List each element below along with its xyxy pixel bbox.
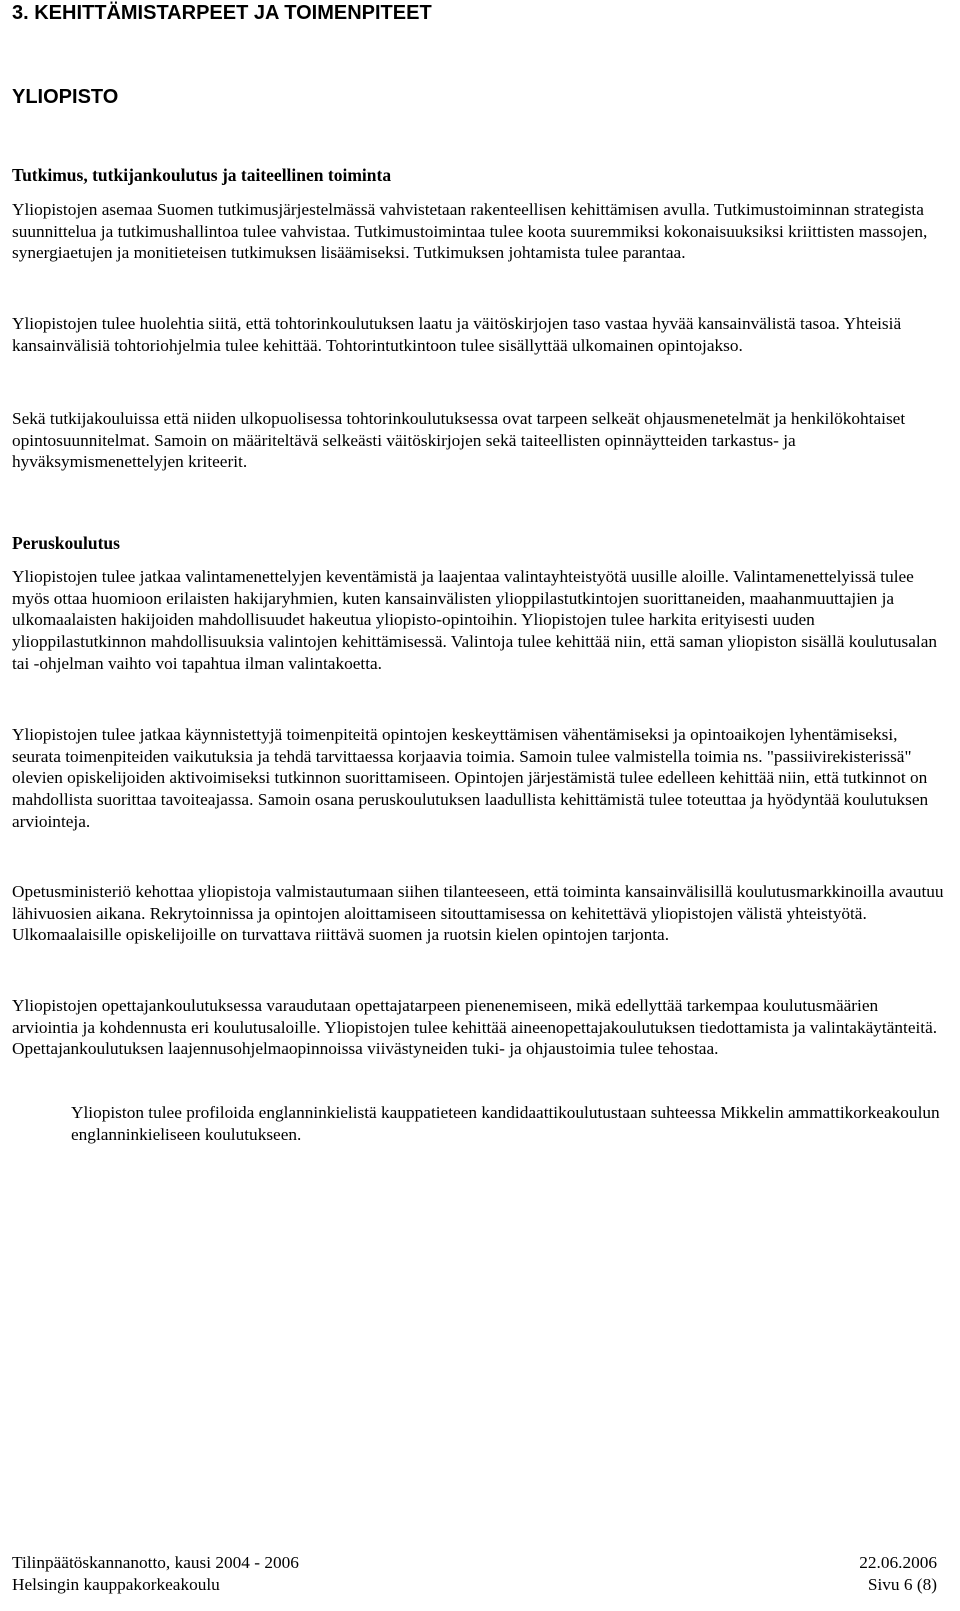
basic-education-paragraph: Opetusministeriö kehottaa yliopistoja valmistautumaan siihen tilanteeseen, että toiminta kansainvälisillä koulutusmarkkinoilla avautuu lähivuosien aikana. Rekrytoinnissa ja opintojen aloittamiseen sitouttamisessa on kehitettävä yliopistojen välistä yhteistyötä. Ulkomaalaisille opiskelijoille on turvattava riittävä suomen ja ruotsin kielen opintojen tarjonta. bbox=[12, 882, 944, 945]
research-paragraph: Yliopistojen tulee huolehtia siitä, että tohtorinkoulutuksen laatu ja väitöskirjojen taso vastaa hyvää kansainvälistä tasoa. Yhteisiä kansainvälisiä tohtoriohjelmia tulee kehittää. Tohtorintutkintoon tulee sisällyttää ulkomainen opintojakso. bbox=[12, 314, 902, 355]
footer-row-top bbox=[12, 1552, 937, 1574]
research-paragraph: Yliopistojen asemaa Suomen tutkimusjärjestelmässä vahvistetaan rakenteellisen kehittämisen avulla. Tutkimustoiminnan strategista suunnittelua ja tutkimushallintoa tulee vahvistaa. Tutkimustoimintaa tulee koota suuremmiksi kokonaisuuksiksi kriittisten massojen, synergiaetujen ja monitieteisen tutkimuksen lisäämiseksi. Tutkimuksen johtamista tulee parantaa. bbox=[12, 200, 928, 263]
footer-row-bottom bbox=[12, 1574, 937, 1596]
footer-document-name: Tilinpäätöskannanotto, kausi 2004 - 2006 bbox=[12, 1553, 299, 1572]
footer-institution: Helsingin kauppakorkeakoulu bbox=[12, 1575, 220, 1594]
basic-education-heading: Peruskoulutus bbox=[12, 533, 120, 553]
footer-page-number: Sivu 6 (8) bbox=[867, 1575, 937, 1594]
section-title: 3. KEHITTÄMISTARPEET JA TOIMENPITEET bbox=[12, 2, 432, 24]
research-heading: Tutkimus, tutkijankoulutus ja taiteellinen toiminta bbox=[12, 165, 392, 185]
basic-education-paragraph: Yliopistojen opettajankoulutuksessa varaudutaan opettajatarpeen pienenemiseen, mikä edellyttää tarkempaa koulutusmäärien arviointia ja kohdennusta eri koulutusaloille. Yliopistojen tulee kehittää aineenopettajakoulutuksen tiedottamista ja valintakäytänteitä. Opettajankoulutuksen laajennusohjelmaopinnoissa viivästyneiden tuki- ja ohjaustoimia tulee tehostaa. bbox=[12, 996, 938, 1059]
organization-title: YLIOPISTO bbox=[12, 86, 119, 108]
footer-date: 22.06.2006 bbox=[859, 1553, 937, 1572]
basic-education-paragraph: Yliopistojen tulee jatkaa käynnistettyjä toimenpiteitä opintojen keskeyttämisen vähentämiseksi ja opintoaikojen lyhentämiseksi, seurata toimenpiteiden vaikutuksia ja tehdä tarvittaessa korjaavia toimia. Samoin tulee valmistella toimia ns. "passiivirekisterissä" olevien opiskelijoiden aktivoimiseksi tutkinnon suorittamiseen. Opintojen järjestämistä tulee edelleen kehittää niin, että tutkinnot on mahdollista suorittaa tavoiteajassa. Samoin osana peruskoulutuksen laadullista kehittämistä tulee toteuttaa ja hyödyntää koulutuksen arviointeja. bbox=[12, 725, 929, 831]
basic-education-indented-paragraph: Yliopiston tulee profiloida englanninkielistä kauppatieteen kandidaattikoulutustaan suhteessa Mikkelin ammattikorkeakoulun englanninkieliseen koulutukseen. bbox=[71, 1103, 940, 1144]
research-paragraph: Sekä tutkijakouluissa että niiden ulkopuolisessa tohtorinkoulutuksessa ovat tarpeen selkeät ohjausmenetelmät ja henkilökohtaiset opintosuunnitelmat. Samoin on määriteltävä selkeästi väitöskirjojen sekä taiteellisten opinnäytteiden tarkastus- ja hyväksymismenettelyjen kriteerit. bbox=[12, 409, 906, 472]
basic-education-paragraph: Yliopistojen tulee jatkaa valintamenettelyjen keventämistä ja laajentaa valintayhteistyötä uusille aloille. Valintamenettelyissä tulee myös ottaa huomioon erilaisten hakijaryhmien, kuten kansainvälisten ylioppilastutkintojen suorittaneiden, maahanmuuttajien ja ulkomaalaisten hakijoiden mahdollisuudet hakeutua yliopisto-opintoihin. Yliopistojen tulee harkita erityisesti uuden ylioppilastutkinnon mahdollisuuksia valintojen kehittämisessä. Valintoja tulee kehittää niin, että saman yliopiston sisällä koulutusalan tai -ohjelman vaihto voi tapahtua ilman valintakoetta. bbox=[12, 567, 938, 673]
